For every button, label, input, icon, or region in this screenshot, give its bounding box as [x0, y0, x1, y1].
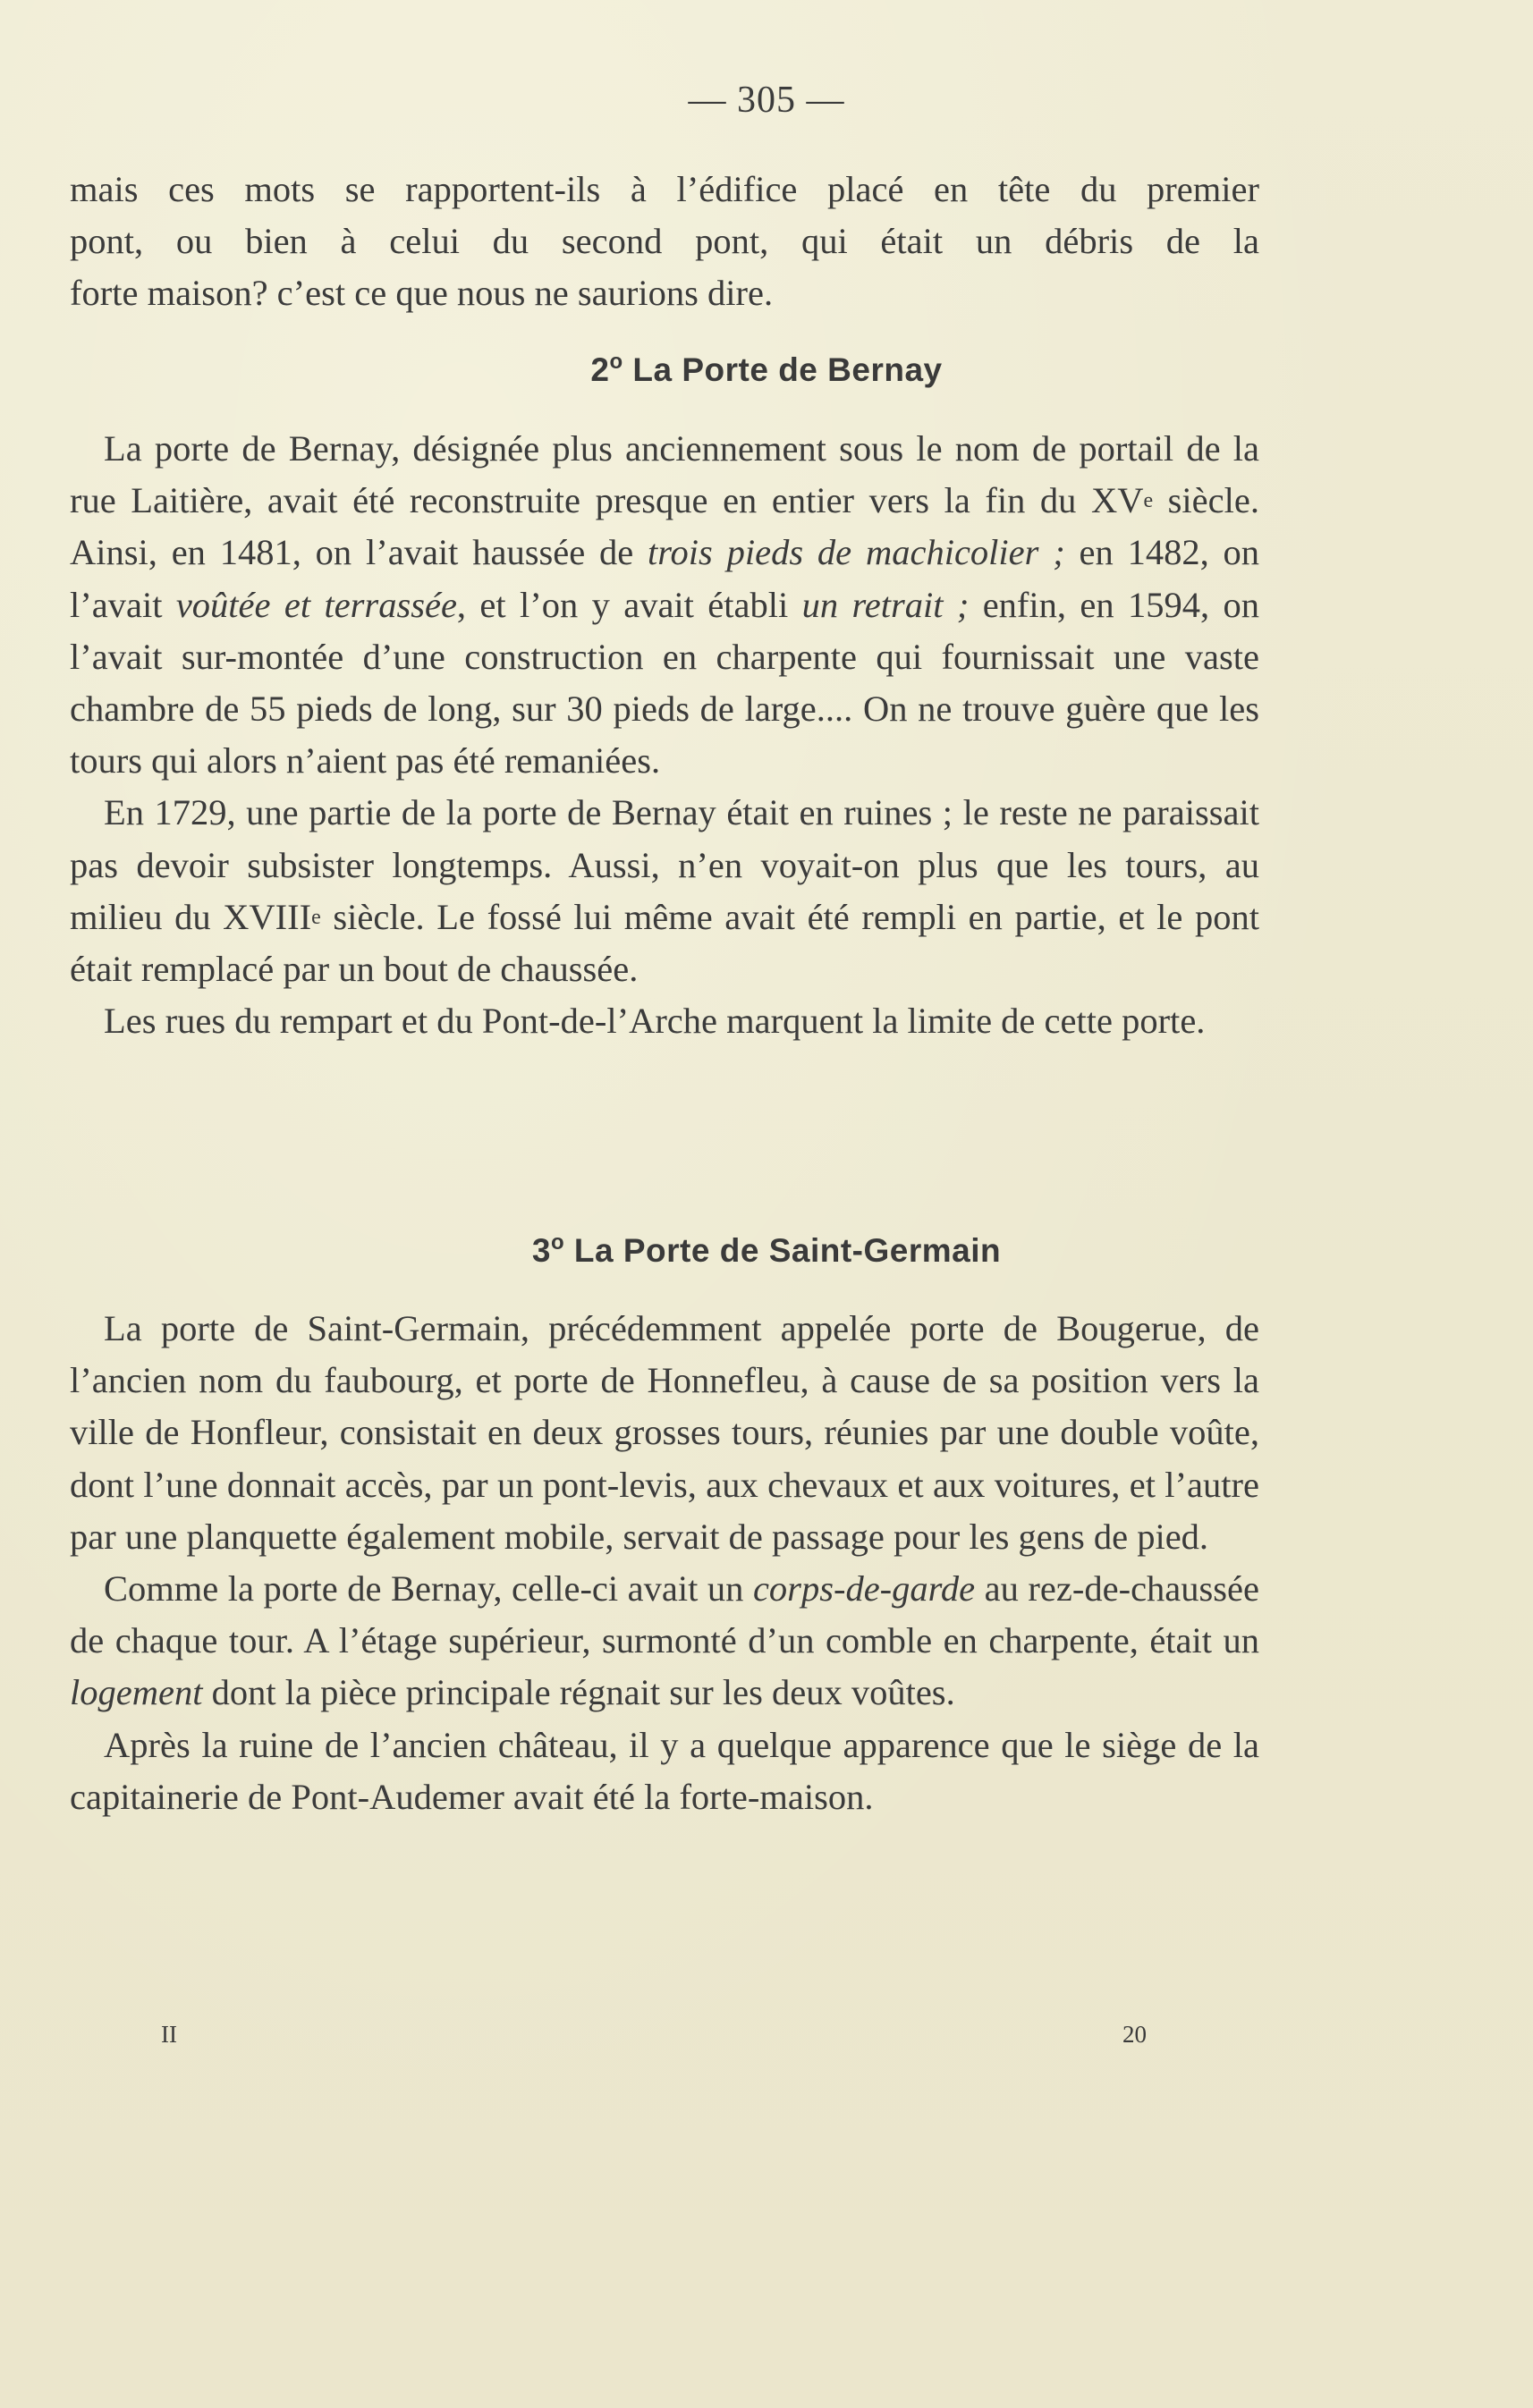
- opening-paragraph: [70, 164, 1259, 320]
- paragraph: Les rues du rempart et du Pont-de-l’Arche marquent la limite de cette porte.: [104, 1001, 1206, 1042]
- section-heading-saint-germain: 3$^o$ La Porte de Saint-Germain: [531, 1230, 1002, 1269]
- paragraph: La porte de Bernay, désignée plus anciennement sous le nom de portail de la rue Laitière, avait été reconstruite presque en entier vers la fin du XVe siècle. Ainsi, en 1481, on l’avait haussée de trois pieds de machicolier ; en 1482, on l’avait voûtée et terrassée, et l’on y avait établi un retrait ; enfin, en 1594, on l’avait sur-montée d’une construction en charpente qui fournissait une vaste chambre de 55 pieds de long, sur 30 pieds de large.... On ne trouve guère que les tours qui alors n’aient pas été remaniées.: [70, 428, 1260, 782]
- page-number: — 305 —: [688, 80, 845, 121]
- opening-line: mais ces mots se rapportent-ils à l’édifice placé en tête du premier: [70, 169, 1259, 209]
- section-heading-bernay: 2$^o$ La Porte de Bernay: [590, 350, 943, 388]
- section-body-bernay: [70, 423, 1259, 1047]
- opening-line: forte maison? c’est ce que nous ne saurions dire.: [70, 273, 774, 314]
- paragraph: La porte de Saint-Germain, précédemment appelée porte de Bougerue, de l’ancien nom du faubourg, et porte de Honnefleu, à cause de sa position vers la ville de Honfleur, consistait en deux grosses tours, réunies par une double voûte, dont l’une donnait accès, par un pont-levis, aux chevaux et aux voitures, et l’autre par une planquette également mobile, servait de passage pour les gens de pied.: [70, 1308, 1259, 1557]
- section-body-saint-germain: [70, 1303, 1259, 1823]
- footer-volume-mark: II: [161, 2021, 177, 2048]
- footer-signature-mark: 20: [1122, 2021, 1147, 2048]
- paragraph: Comme la porte de Bernay, celle-ci avait un corps-de-garde au rez-de-chaussée de chaque tour. A l’étage supérieur, surmonté d’un comble en charpente, était un logement dont la pièce principale régnait sur les deux voûtes.: [70, 1568, 1259, 1713]
- paragraph: Après la ruine de l’ancien château, il y a quelque apparence que le siège de la capitainerie de Pont-Audemer avait été la forte-maison.: [70, 1724, 1259, 1817]
- paragraph: En 1729, une partie de la porte de Bernay était en ruines ; le reste ne paraissait pas devoir subsister longtemps. Aussi, n’en voyait-on plus que les tours, au milieu du XVIIIe siècle. Le fossé lui même avait été rempli en partie, et le pont était remplacé par un bout de chaussée.: [70, 792, 1260, 990]
- opening-line: pont, ou bien à celui du second pont, qui était un débris de la: [70, 221, 1259, 262]
